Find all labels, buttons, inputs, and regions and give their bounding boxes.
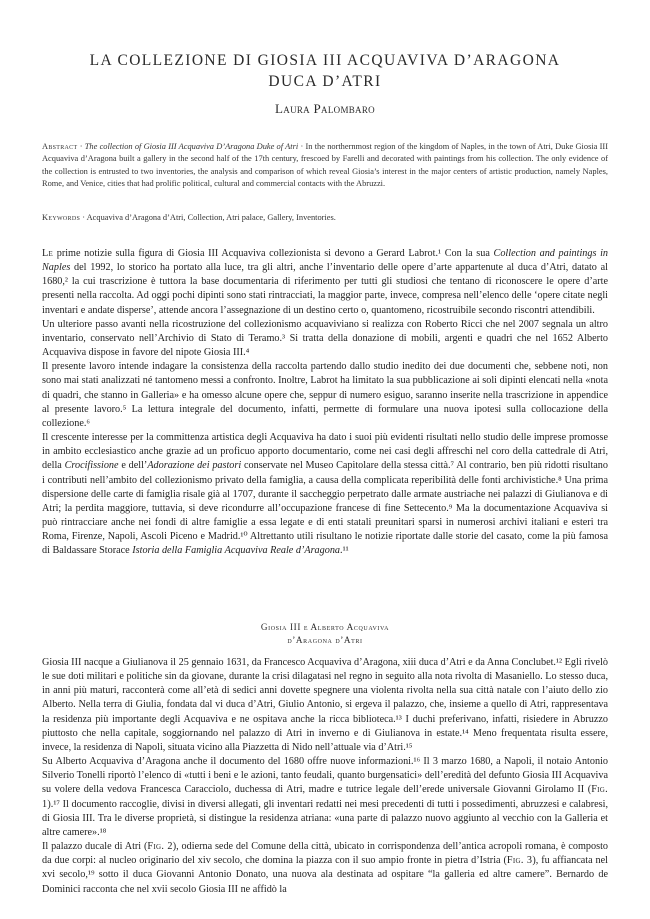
paragraph-lead: Le (42, 248, 54, 259)
paragraph: Giosia III nacque a Giulianova il 25 gennaio 1631, da Francesco Acquaviva d’Aragona, xiii duca d’Atri e da Anna Conclubet.¹² Egli rivelò le sue doti militari e politiche sin da giovane, durante la crisi dilagatasi nel regno in seguito alla nota rivolta di Masaniello. Lo stesso duca, in anni più maturi, racconterà come all’età di sedici anni dovette spegnere una violenta rivolta nella sua città natale con l’aiuto dello zio Alberto. Nella terra di Giulia, fondata dal vi duca d’Atri, Giulio Antonio, si ergeva il palazzo, che, insieme a quello di Atri, rappresentava la residenza più importante degli Acquaviva e ne ospitava anche la ricca biblioteca.¹³ I duchi preferivano, infatti, risiedere in Abruzzo piuttosto che nella capitale, soggiornando nel palazzo di Atri in inverno e di Giulianova in estate.¹⁴ Meno frequentata risulta essere, invece, la residenza di Napoli, situata vicino alla Piazzetta di Nido nell’attuale via d’Atri.¹⁵ (42, 657, 608, 753)
book-title: Istoria della Famiglia Acquaviva Reale d’Aragona (132, 545, 341, 557)
paragraph-text: Il palazzo ducale di Atri ( (42, 841, 148, 853)
section-introduction (42, 247, 608, 558)
paragraph-text: e dell’ (118, 460, 148, 472)
abstract-text: · In the northernmost region of the kingdom of Naples, in the town of Atri, Duke Giosia III Acquaviva d’Aragona built a gallery in the second half of the 17th century, frescoed by Farelli and decorated with paintings from his collection. The only evidence of the collection is entrusted to two inventories, the analysis and comparison of which reveal Giosia’s interest in the major centers of artistic production, namely Naples, Rome, and Venice, cities that had prolific political, cultural and commercial contacts with the Abruzzi. (42, 142, 608, 188)
section-heading-line-2: d’Aragona d’Atri (287, 634, 363, 645)
paragraph (42, 840, 608, 897)
artwork-title: Adorazione dei pastori (147, 460, 242, 472)
article-title (40, 50, 610, 92)
paragraph-text: ).¹⁷ Il documento raccoglie, divisi in diversi allegati, gli inventari redatti nei mesi precedenti di tutti i possedimenti, abruzzesi e calabresi, di Giosia III. Tra le diverse proprietà, si distingue la residenza atriana: «una parte di palazzo nuovo aggiunto al vecchio con la Galleria et altre camere».¹⁸ (42, 798, 608, 838)
paragraph-text: .¹¹ (340, 545, 349, 557)
paragraph-text: ), odierna sede del Comune della città, ubicato in corrispondenza dell’antica acropoli romana, è composto da due corpi: al nucleo originario del xiv secolo, che domina la piazza con il suo ampio fronte in pietra d’Istria ( (42, 841, 608, 867)
keywords-text: · Acquaviva d’Aragona d’Atri, Collection, Atri palace, Gallery, Inventories. (80, 213, 336, 222)
article-title-line-2: DUCA D’ATRI (268, 73, 382, 90)
paragraph (42, 431, 608, 558)
keywords (42, 212, 608, 224)
figure-reference: Fig. 2 (147, 841, 173, 853)
section-giosia (42, 656, 608, 897)
figure-reference: Fig. 3 (506, 855, 533, 867)
section-heading-line-1: Giosia III e Alberto Acquaviva (260, 622, 390, 632)
article-title-line-1: LA COLLEZIONE DI GIOSIA III ACQUAVIVA D’ARAGONA (89, 52, 561, 69)
paragraph (42, 755, 608, 840)
keywords-label: Keywords (42, 213, 81, 222)
paragraph: Il presente lavoro intende indagare la consistenza della raccolta partendo dallo studio inedito dei due documenti che, sebbene noti, non sono mai stati analizzati né tantomeno messi a confronto. Inoltre, Labrot ha limitato la sua pubblicazione ai soli dipinti elencati nella «nota di quadri, che stanno in Galleria» e ha omesso alcune opere che, seppur di numero esiguo, saranno inserite nella trascrizione in appendice al presente lavoro.⁵ La lettura integrale del documento, infatti, permette di formulare una nuova ipotesi sulla collocazione della collezione.⁶ (42, 361, 608, 429)
paragraph-text: prime notizie sulla figura di Giosia III Acquaviva collezionista si devono a Gerard Labrot.¹ Con la sua (53, 248, 494, 259)
section-heading (42, 621, 608, 646)
paragraph-text: Il crescente interesse per la committenza artistica degli Acquaviva ha dato i suoi più evidenti risultati nello studio delle imprese promosse in ambito ecclesiastico anche grazie ad un proficuo apporto documentario, come nei casi degli affreschi nel coro della cattedrale di Atri, della (42, 432, 608, 472)
paragraph-text: Su Alberto Acquaviva d’Aragona anche il documento del 1680 offre nuove informazioni.¹⁶ Il 3 marzo 1680, a Napoli, il notaio Antonio Silverio Tonelli riportò l’elenco di «tutti i beni e le azioni, tanto feudali, quanto burgensatici» dell’eredità del defunto Giosia III Acquaviva su volere della vedova Francesca Caracciolo, duchessa di Atri, madre e tutrice legale dell’erede universale Giovanni Girolamo II ( (42, 756, 608, 796)
abstract (42, 141, 608, 190)
paragraph (42, 247, 608, 318)
abstract-english-title: The collection of Giosia III Acquaviva D’Aragona Duke of Atri (84, 142, 299, 151)
paragraph: Un ulteriore passo avanti nella ricostruzione del collezionismo acquaviviano si realizza con Roberto Ricci che nel 2007 segnala un altro inventario, conservato nell’Archivio di Stato di Teramo.³ Si tratta della donazione di mobili, argenti e quadri che nel 1652 Alberto Acquaviva dispose in favore del nipote Giosia III.⁴ (42, 318, 608, 359)
paragraph-text: conservate nel Museo Capitolare della stessa città.⁷ Al contrario, ben più ridotti risultano i contributi nell’ambito del collezionismo privato della famiglia, a causa della complicata reperibilità delle fonti archivistiche.⁸ Una prima dispersione delle carte di famiglia risale già al 1707, durante il saccheggio perpetrato dalle armate austriache nei palazzi di Giulianova e di Atri; la perdita maggiore, tuttavia, si deve ricondurre all’occupazione francese di fine Settecento.⁹ Ma la documentazione Acquaviva si può rintracciare anche nei fondi di altre famiglie a essa legate e di enti statali preunitari sparsi in numerosi archivi italiani e esteri tra Roma, Firenze, Napoli, Ascoli Piceno e Madrid.¹⁰ Altrettanto utili risultano le notizie riportate dalle storie del casato, come la più famosa di Baldassare Storace (42, 460, 608, 557)
book-title: Collection and paintings in Naples (42, 248, 608, 274)
paragraph-text: del 1992, lo storico ha portato alla luce, tra gli altri, anche l’inventario delle opere d’arte appartenute al duca d’Atri, datato al 1680,² la cui trascrizione è tuttora la base documentaria di riferimento per tutti gli studiosi che tentano di riconoscere le opere d’arte presenti nella raccolta. Ad oggi pochi dipinti sono stati rintracciati, la maggior parte, invece, compresa nell’elenco delle ‘opere citate negli inventari e andate disperse’, attende ancora l’assegnazione di un destino certo o, quantomeno, ricostruibile secondo riscontri attendibili. (42, 262, 608, 316)
article-author: Laura Palombaro (275, 101, 375, 116)
paragraph-text: ), fu affiancata nel xvi secolo,¹⁹ sotto il duca Giovanni Antonio Donato, una nuova ala destinata ad ospitare “la galleria ed altre camere”. Bernardo de Dominici racconta che nel xvii secolo Giosia III ne affidò la (42, 855, 608, 895)
abstract-separator: · (77, 142, 85, 151)
figure-reference: Fig. 1 (42, 784, 608, 810)
artwork-title: Crocifissione (64, 460, 119, 472)
abstract-label: Abstract (42, 142, 78, 151)
